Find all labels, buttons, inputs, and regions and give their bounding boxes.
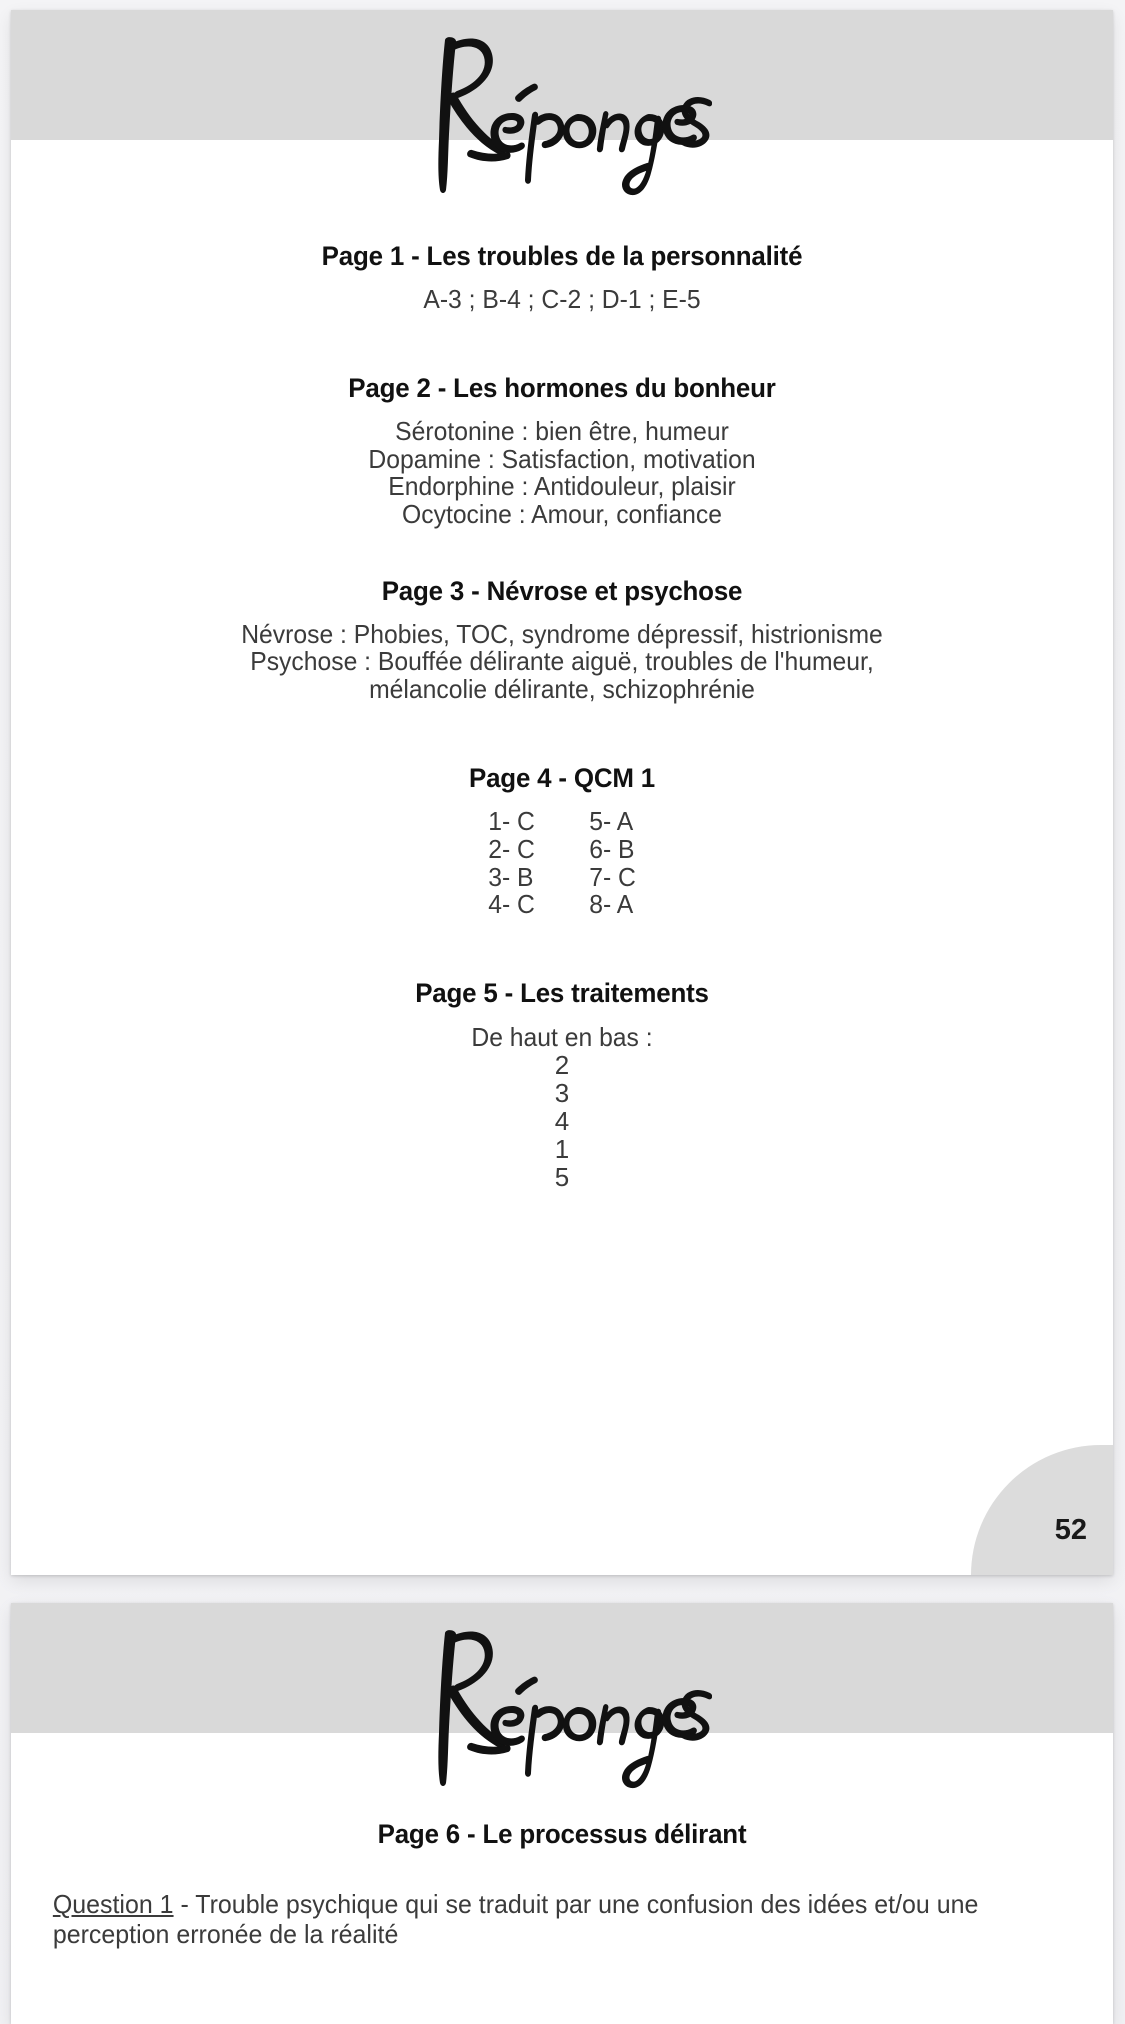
- page-banner: [11, 10, 1113, 140]
- ordering-item: 5: [554, 1162, 570, 1193]
- answer-line: Psychose : Bouffée délirante aiguë, troubles de l'humeur,: [250, 646, 874, 677]
- question-paragraph: [49, 1890, 1034, 1949]
- page-banner: [11, 1603, 1113, 1733]
- spacer: [49, 535, 1075, 575]
- answer-line: mélancolie délirante, schizophrénie: [369, 674, 755, 704]
- ordering-item: 4: [554, 1106, 570, 1137]
- section-page-3: [49, 575, 1075, 704]
- ordering-item: 3: [554, 1078, 570, 1109]
- answer-line: Ocytocine : Amour, confiance: [402, 498, 722, 529]
- section-page-6: [49, 1818, 1075, 1950]
- document-page-52[interactable]: [11, 10, 1113, 1575]
- question-label: Question 1: [52, 1889, 174, 1920]
- ordering-item: 1: [554, 1134, 570, 1165]
- answer-line: Endorphine : Antidouleur, plaisir: [388, 471, 736, 502]
- qcm-answer: 8- A: [589, 889, 634, 920]
- page-number: 52: [1054, 1514, 1087, 1546]
- answer-line: Sérotonine : bien être, humeur: [395, 416, 729, 447]
- section-heading: Page 1 - Les troubles de la personnalité: [321, 241, 803, 271]
- page-content: [11, 1818, 1113, 1956]
- qcm-answer: 7- C: [589, 861, 636, 892]
- section-heading: Page 5 - Les traitements: [415, 978, 709, 1009]
- section-page-5: [49, 977, 1075, 1191]
- page-number-badge: [971, 1445, 1113, 1575]
- ordering-list: [49, 1051, 1075, 1191]
- qcm-answer-grid: [487, 805, 637, 920]
- section-heading: Page 3 - Névrose et psychose: [381, 575, 743, 606]
- question-text: Trouble psychique qui se traduit par une confusion des idées et/ou une perception erronée de la réalité: [52, 1889, 979, 1950]
- question-separator: -: [173, 1889, 196, 1920]
- document-page-53[interactable]: [11, 1603, 1113, 2024]
- answer-line: Névrose : Phobies, TOC, syndrome dépressif, histrionisme: [241, 618, 883, 649]
- section-heading: Page 6 - Le processus délirant: [377, 1819, 747, 1849]
- qcm-answer: 5- A: [589, 805, 634, 836]
- section-page-4: [49, 762, 1075, 920]
- ordering-item: 2: [554, 1050, 570, 1081]
- section-page-1: [49, 240, 1075, 314]
- qcm-answer: 6- B: [589, 833, 635, 864]
- qcm-answer: 3- B: [488, 861, 534, 892]
- page-content: [11, 240, 1113, 1198]
- section-page-2: [49, 372, 1075, 529]
- qcm-answer: 1- C: [488, 805, 535, 836]
- section-heading: Page 2 - Les hormones du bonheur: [348, 372, 776, 403]
- spacer: [49, 925, 1075, 977]
- section-heading: Page 4 - QCM 1: [468, 762, 655, 793]
- answer-line: A-3 ; B-4 ; C-2 ; D-1 ; E-5: [423, 284, 701, 315]
- spacer: [49, 1864, 1075, 1890]
- spacer: [49, 710, 1075, 762]
- qcm-answer: 4- C: [488, 889, 535, 920]
- spacer: [49, 320, 1075, 372]
- answer-line: Dopamine : Satisfaction, motivation: [368, 443, 756, 474]
- qcm-answer: 2- C: [488, 833, 535, 864]
- ordering-intro: De haut en bas :: [471, 1021, 653, 1052]
